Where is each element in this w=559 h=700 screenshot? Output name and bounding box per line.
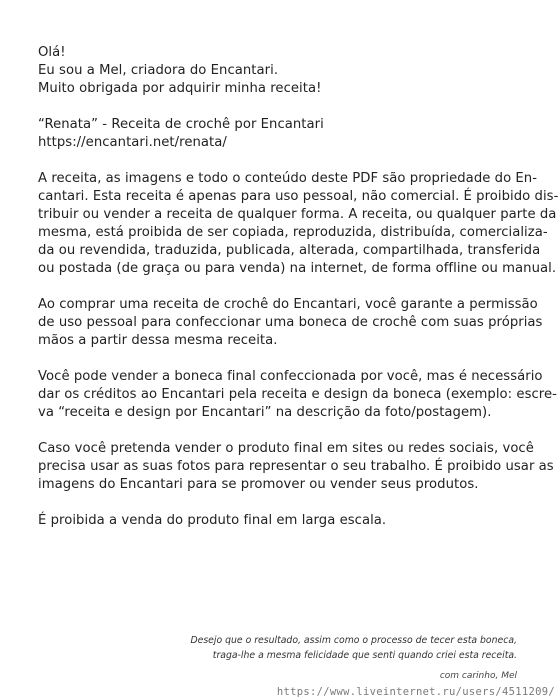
watermark-url: https://www.liveinternet.ru/users/4511209/ <box>276 686 555 698</box>
greeting-thanks: Muito obrigada por adquirir minha receita! <box>38 81 322 96</box>
paragraph-line: imagens do Encantari para se promover ou vender seus produtos. <box>38 477 479 492</box>
recipe-title: “Renata” - Receita de crochê por Encantari <box>38 117 324 132</box>
paragraph-copyright <box>38 170 559 278</box>
paragraph-permission <box>38 296 543 350</box>
paragraph-line: cantari. Esta receita é apenas para uso pessoal, não comercial. É proibido dis- <box>38 189 559 204</box>
paragraph-line: Você pode vender a boneca final confeccionada por você, mas é necessário <box>38 369 543 384</box>
signature: com carinho, Mel <box>439 671 517 681</box>
footer-line: traga-lhe a mesma felicidade que senti quando criei esta receita. <box>212 650 517 661</box>
paragraph-line: dar os créditos ao Encantari pela receita e design da boneca (exemplo: escre- <box>38 387 557 402</box>
greeting-hello: Olá! <box>38 45 66 60</box>
paragraph-line: va “receita e design por Encantari” na descrição da foto/postagem). <box>38 405 492 420</box>
paragraph-line: tribuir ou vender a receita de qualquer forma. A receita, ou qualquer parte da <box>38 207 557 222</box>
paragraph-line: É proibida a venda do produto final em larga escala. <box>38 513 387 528</box>
footer-note <box>97 633 517 663</box>
paragraph-line: mesma, está proibida de ser copiada, reproduzida, distribuída, comercializa- <box>38 225 548 240</box>
paragraph-line: Caso você pretenda vender o produto final em sites ou redes sociais, você <box>38 441 534 456</box>
paragraph-line: Ao comprar uma receita de crochê do Encantari, você garante a permissão <box>38 297 538 312</box>
paragraph-social <box>38 440 554 494</box>
footer-line: Desejo que o resultado, assim como o processo de tecer esta boneca, <box>190 635 517 646</box>
recipe-block <box>38 116 516 152</box>
recipe-url[interactable]: https://encantari.net/renata/ <box>38 135 227 150</box>
paragraph-line: de uso pessoal para confeccionar uma boneca de crochê com suas próprias <box>38 315 543 330</box>
paragraph-scale <box>38 512 516 530</box>
letter-content <box>38 44 559 530</box>
paragraph-credits <box>38 368 557 422</box>
paragraph-line: ou postada (de graça ou para venda) na internet, de forma offline ou manual. <box>38 261 557 276</box>
paragraph-line: da ou revendida, traduzida, publicada, alterada, compartilhada, transferida <box>38 243 541 258</box>
paragraph-line: mãos a partir dessa mesma receita. <box>38 333 278 348</box>
greeting-intro: Eu sou a Mel, criadora do Encantari. <box>38 63 279 78</box>
paragraph-line: A receita, as imagens e todo o conteúdo deste PDF são propriedade do En- <box>38 171 538 186</box>
greeting-block <box>38 44 516 98</box>
paragraph-line: precisa usar as suas fotos para representar o seu trabalho. É proibido usar as <box>38 459 554 474</box>
